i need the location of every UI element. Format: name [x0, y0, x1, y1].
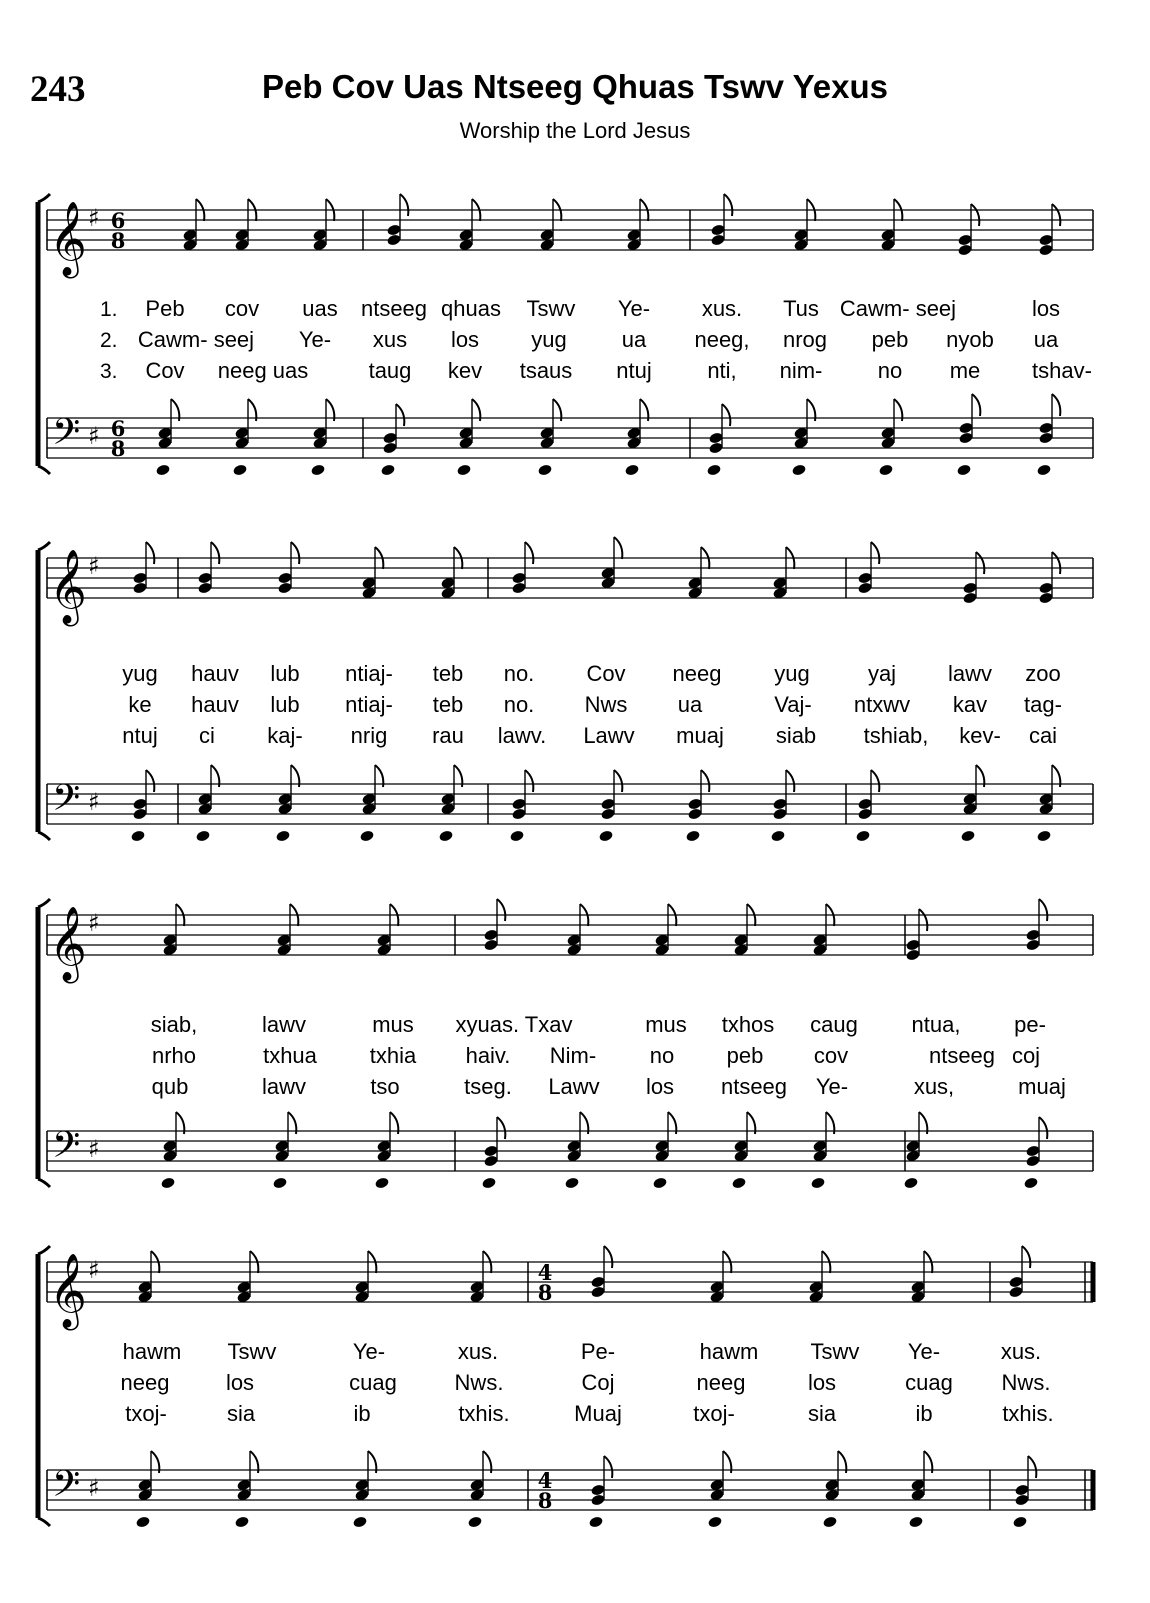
- note-flag: [525, 542, 533, 564]
- note-flag: [400, 194, 408, 216]
- lyric-syllable: pe-: [1014, 1012, 1046, 1037]
- lyric-syllable: yug: [122, 661, 158, 686]
- lyric-syllable: los: [225, 1370, 255, 1395]
- lyric-syllable: txhua: [263, 1043, 317, 1068]
- bracket-bottom-hook: [38, 1518, 50, 1526]
- lyric-syllable: nrog: [782, 327, 828, 352]
- lyric-syllable: Cawm- seej: [137, 327, 255, 352]
- note-flag: [604, 1456, 612, 1478]
- note-head: [707, 1515, 722, 1528]
- note-head: [810, 1176, 825, 1189]
- bracket-top-hook: [38, 899, 50, 907]
- lyric-syllable: lawv: [261, 1012, 307, 1037]
- lyric-syllable: no: [649, 1043, 675, 1068]
- lyric-syllable: ntxwv: [853, 692, 911, 717]
- lyric-syllable: nim-: [779, 358, 823, 383]
- lyric-syllable: Tswv: [810, 1339, 860, 1364]
- lyric-syllable: tsaus: [519, 358, 573, 383]
- time-signature-bottom: 8: [537, 1280, 553, 1305]
- note-head: [685, 829, 700, 842]
- note-flag: [786, 770, 794, 792]
- note-head: [509, 829, 524, 842]
- time-signature-top: 4: [537, 1468, 553, 1493]
- lyric-syllable: cuag: [349, 1370, 397, 1395]
- lyric-syllable: neeg uas: [217, 358, 309, 383]
- note-head: [130, 829, 145, 842]
- lyric-syllable: muaj: [676, 723, 724, 748]
- bass-clef-icon: 𝄢: [52, 777, 81, 828]
- lyric-syllable: Muaj: [574, 1401, 622, 1426]
- lyric-syllable: Tus: [783, 296, 819, 321]
- bracket-bottom-hook: [38, 1179, 50, 1187]
- treble-clef-icon: 𝄞: [49, 907, 87, 981]
- bracket-top-hook: [38, 194, 50, 202]
- time-signature-bottom: 8: [537, 1488, 553, 1513]
- lyric-syllable: Nws.: [454, 1370, 504, 1395]
- note-head: [878, 463, 893, 476]
- lyric-syllable: Ye-: [352, 1339, 386, 1364]
- note-head: [310, 463, 325, 476]
- lyric-syllable: ib: [353, 1401, 371, 1426]
- treble-clef-icon: 𝄞: [49, 550, 87, 624]
- note-head: [438, 829, 453, 842]
- key-sharp-icon: ♯: [88, 1474, 100, 1502]
- lyric-syllable: hawm: [122, 1339, 182, 1364]
- note-head: [855, 829, 870, 842]
- note-head: [380, 463, 395, 476]
- note-flag: [972, 394, 980, 416]
- lyric-syllable: cai: [1028, 723, 1058, 748]
- lyric-syllable: nrig: [350, 723, 388, 748]
- lyric-syllable: Cov: [145, 358, 185, 383]
- bracket-bottom-hook: [38, 832, 50, 840]
- note-flag: [497, 1117, 505, 1139]
- lyric-syllable: siab: [775, 723, 817, 748]
- lyric-syllable: txhis.: [1002, 1401, 1054, 1426]
- lyric-syllable: Pe-: [580, 1339, 616, 1364]
- note-head: [706, 463, 721, 476]
- lyric-syllable: xus: [372, 327, 408, 352]
- lyric-syllable: me: [949, 358, 981, 383]
- verse-number: 1.: [100, 298, 118, 321]
- note-head: [234, 1515, 249, 1528]
- note-head: [624, 463, 639, 476]
- lyric-syllable: ntiaj-: [345, 692, 393, 717]
- bracket-top-hook: [38, 542, 50, 550]
- lyric-syllable: lub: [270, 692, 300, 717]
- note-flag: [1052, 204, 1060, 226]
- lyric-syllable: Ye-: [298, 327, 332, 352]
- lyric-syllable: ke: [128, 692, 152, 717]
- lyric-syllable: ntuj: [616, 358, 652, 383]
- lyric-syllable: lawv.: [497, 723, 547, 748]
- lyric-syllable: no: [877, 358, 903, 383]
- bass-clef-icon: 𝄢: [52, 1463, 81, 1514]
- key-sharp-icon: ♯: [88, 422, 100, 450]
- note-flag: [976, 552, 984, 574]
- lyric-syllable: yug: [774, 661, 810, 686]
- note-head: [272, 1176, 287, 1189]
- key-sharp-icon: ♯: [88, 1256, 100, 1284]
- lyric-syllable: teb: [432, 692, 464, 717]
- lyric-syllable: kev-: [959, 723, 1001, 748]
- lyric-syllable: yaj: [867, 661, 897, 686]
- lyric-syllable: los: [645, 1074, 675, 1099]
- note-flag: [614, 770, 622, 792]
- lyric-syllable: lub: [270, 661, 300, 686]
- lyric-syllable: tshav-: [1032, 358, 1092, 383]
- note-head: [822, 1515, 837, 1528]
- verse-number: 2.: [100, 329, 118, 352]
- lyric-syllable: ua: [621, 327, 647, 352]
- lyric-syllable: neeg,: [694, 327, 750, 352]
- bracket-bottom-hook: [38, 466, 50, 474]
- lyric-syllable: kev: [447, 358, 483, 383]
- lyric-syllable: peb: [726, 1043, 764, 1068]
- note-head: [652, 1176, 667, 1189]
- note-flag: [614, 537, 622, 559]
- note-head: [908, 1515, 923, 1528]
- lyric-syllable: coj: [1011, 1043, 1041, 1068]
- lyric-syllable: ntseeg: [360, 296, 428, 321]
- time-signature-top: 6: [110, 208, 126, 233]
- key-sharp-icon: ♯: [88, 909, 100, 937]
- lyric-syllable: nrho: [151, 1043, 197, 1068]
- lyric-syllable: Cov: [586, 661, 626, 686]
- note-flag: [919, 909, 927, 931]
- lyric-syllable: hauv: [191, 661, 239, 686]
- note-head: [1012, 1515, 1027, 1528]
- lyric-syllable: yug: [531, 327, 567, 352]
- lyric-syllable: qub: [151, 1074, 189, 1099]
- note-head: [467, 1515, 482, 1528]
- lyric-syllable: ntua,: [911, 1012, 961, 1037]
- note-head: [160, 1176, 175, 1189]
- lyric-syllable: ntiaj-: [345, 661, 393, 686]
- lyric-syllable: cov: [813, 1043, 849, 1068]
- lyric-syllable: ntseeg: [720, 1074, 788, 1099]
- time-signature-bottom: 8: [110, 436, 126, 461]
- lyric-syllable: ua: [1033, 327, 1059, 352]
- lyric-syllable: Lawv: [548, 1074, 600, 1099]
- note-head: [481, 1176, 496, 1189]
- treble-clef-icon: 𝄞: [49, 202, 87, 276]
- note-flag: [1039, 899, 1047, 921]
- note-flag: [525, 770, 533, 792]
- note-head: [195, 829, 210, 842]
- note-flag: [871, 542, 879, 564]
- lyric-syllable: tso: [370, 1074, 400, 1099]
- note-head: [903, 1176, 918, 1189]
- lyric-syllable: Peb: [145, 296, 185, 321]
- note-flag: [1052, 394, 1060, 416]
- note-head: [770, 829, 785, 842]
- lyric-syllable: neeg: [696, 1370, 746, 1395]
- lyric-syllable: ntseeg: [928, 1043, 996, 1068]
- note-flag: [1052, 552, 1060, 574]
- note-flag: [604, 1246, 612, 1268]
- lyric-syllable: los: [807, 1370, 837, 1395]
- note-head: [352, 1515, 367, 1528]
- lyric-syllable: sia: [807, 1401, 837, 1426]
- note-flag: [1022, 1246, 1030, 1268]
- lyric-syllable: caug: [810, 1012, 858, 1037]
- note-head: [564, 1176, 579, 1189]
- key-sharp-icon: ♯: [88, 552, 100, 580]
- lyric-syllable: mus: [645, 1012, 687, 1037]
- lyric-syllable: uas: [302, 296, 338, 321]
- lyric-syllable: Ye-: [617, 296, 651, 321]
- bass-clef-icon: 𝄢: [52, 411, 81, 462]
- lyric-syllable: Coj: [581, 1370, 615, 1395]
- lyric-syllable: Ye-: [815, 1074, 849, 1099]
- note-head: [791, 463, 806, 476]
- note-flag: [291, 542, 299, 564]
- note-head: [1036, 829, 1051, 842]
- note-head: [456, 463, 471, 476]
- lyric-syllable: Tswv: [227, 1339, 277, 1364]
- lyric-syllable: txhia: [369, 1043, 417, 1068]
- note-head: [956, 463, 971, 476]
- lyric-syllable: txhos: [721, 1012, 775, 1037]
- note-head: [731, 1176, 746, 1189]
- note-flag: [1039, 1117, 1047, 1139]
- lyric-syllable: ntuj: [122, 723, 158, 748]
- lyric-syllable: Nim-: [549, 1043, 597, 1068]
- lyric-syllable: Ye-: [907, 1339, 941, 1364]
- note-flag: [701, 770, 709, 792]
- lyric-syllable: Lawv: [583, 723, 635, 748]
- lyric-syllable: rau: [432, 723, 464, 748]
- note-flag: [211, 542, 219, 564]
- lyric-syllable: xus.: [1000, 1339, 1042, 1364]
- lyric-syllable: los: [1031, 296, 1061, 321]
- note-head: [135, 1515, 150, 1528]
- note-head: [1023, 1176, 1038, 1189]
- lyric-syllable: no.: [503, 661, 535, 686]
- lyric-syllable: Cawm- seej: [839, 296, 957, 321]
- lyric-syllable: Nws: [584, 692, 628, 717]
- lyric-syllable: hawm: [699, 1339, 759, 1364]
- note-head: [359, 829, 374, 842]
- lyric-syllable: nti,: [707, 358, 737, 383]
- lyric-syllable: tshiab,: [863, 723, 929, 748]
- time-signature-top: 4: [537, 1260, 553, 1285]
- note-head: [588, 1515, 603, 1528]
- lyric-syllable: peb: [871, 327, 909, 352]
- system-2: [38, 537, 1093, 843]
- lyric-syllable: cov: [224, 296, 260, 321]
- lyric-syllable: qhuas: [441, 296, 501, 321]
- lyric-syllable: kaj-: [267, 723, 303, 748]
- lyric-syllable: kav: [952, 692, 988, 717]
- lyric-syllable: los: [450, 327, 480, 352]
- lyric-syllable: xyuas. Txav: [455, 1012, 573, 1037]
- lyric-syllable: siab,: [150, 1012, 198, 1037]
- note-head: [155, 463, 170, 476]
- lyric-syllable: cuag: [905, 1370, 953, 1395]
- note-flag: [396, 404, 404, 426]
- note-head: [1036, 463, 1051, 476]
- note-head: [374, 1176, 389, 1189]
- note-flag: [722, 404, 730, 426]
- lyric-syllable: nyob: [946, 327, 994, 352]
- hymn-subtitle: Worship the Lord Jesus: [459, 118, 691, 143]
- note-flag: [724, 194, 732, 216]
- lyric-syllable: teb: [432, 661, 464, 686]
- time-signature-bottom: 8: [110, 228, 126, 253]
- note-head: [232, 463, 247, 476]
- verse-number: 3.: [100, 360, 118, 383]
- lyric-syllable: neeg: [120, 1370, 170, 1395]
- bracket-top-hook: [38, 1246, 50, 1254]
- key-sharp-icon: ♯: [88, 788, 100, 816]
- lyric-syllable: neeg: [672, 661, 722, 686]
- lyric-syllable: ua: [677, 692, 703, 717]
- lyric-syllable: tseg.: [464, 1074, 512, 1099]
- key-sharp-icon: ♯: [88, 1135, 100, 1163]
- note-flag: [497, 899, 505, 921]
- lyric-syllable: haiv.: [465, 1043, 511, 1068]
- note-head: [275, 829, 290, 842]
- lyric-syllable: sia: [226, 1401, 256, 1426]
- note-head: [598, 829, 613, 842]
- time-signature-top: 6: [110, 416, 126, 441]
- lyric-syllable: hauv: [191, 692, 239, 717]
- lyric-syllable: lawv: [947, 661, 993, 686]
- lyric-syllable: lawv: [261, 1074, 307, 1099]
- lyric-syllable: mus: [372, 1012, 414, 1037]
- lyric-syllable: txhis.: [458, 1401, 510, 1426]
- note-flag: [971, 204, 979, 226]
- lyric-syllable: no.: [503, 692, 535, 717]
- note-head: [537, 463, 552, 476]
- lyric-syllable: ci: [199, 723, 215, 748]
- lyric-syllable: xus,: [913, 1074, 955, 1099]
- note-flag: [146, 770, 154, 792]
- lyric-syllable: tag-: [1024, 692, 1062, 717]
- lyric-syllable: xus.: [457, 1339, 499, 1364]
- note-head: [960, 829, 975, 842]
- lyric-syllable: xus.: [701, 296, 743, 321]
- lyric-syllable: taug: [368, 358, 412, 383]
- lyric-syllable: Tswv: [526, 296, 576, 321]
- lyric-syllable: zoo: [1025, 661, 1061, 686]
- note-flag: [146, 542, 154, 564]
- treble-clef-icon: 𝄞: [49, 1254, 87, 1328]
- key-sharp-icon: ♯: [88, 204, 100, 232]
- lyric-syllable: Vaj-: [774, 692, 812, 717]
- lyric-syllable: ib: [915, 1401, 933, 1426]
- lyric-syllable: txoj-: [125, 1401, 167, 1426]
- lyric-syllable: Nws.: [1001, 1370, 1051, 1395]
- hymn-number: 243: [30, 69, 86, 110]
- bass-clef-icon: 𝄢: [52, 1124, 81, 1175]
- lyric-syllable: txoj-: [693, 1401, 735, 1426]
- lyric-syllable: muaj: [1018, 1074, 1066, 1099]
- note-flag: [871, 770, 879, 792]
- note-flag: [1028, 1456, 1036, 1478]
- hymn-title: Peb Cov Uas Ntseeg Qhuas Tswv Yexus: [261, 68, 889, 105]
